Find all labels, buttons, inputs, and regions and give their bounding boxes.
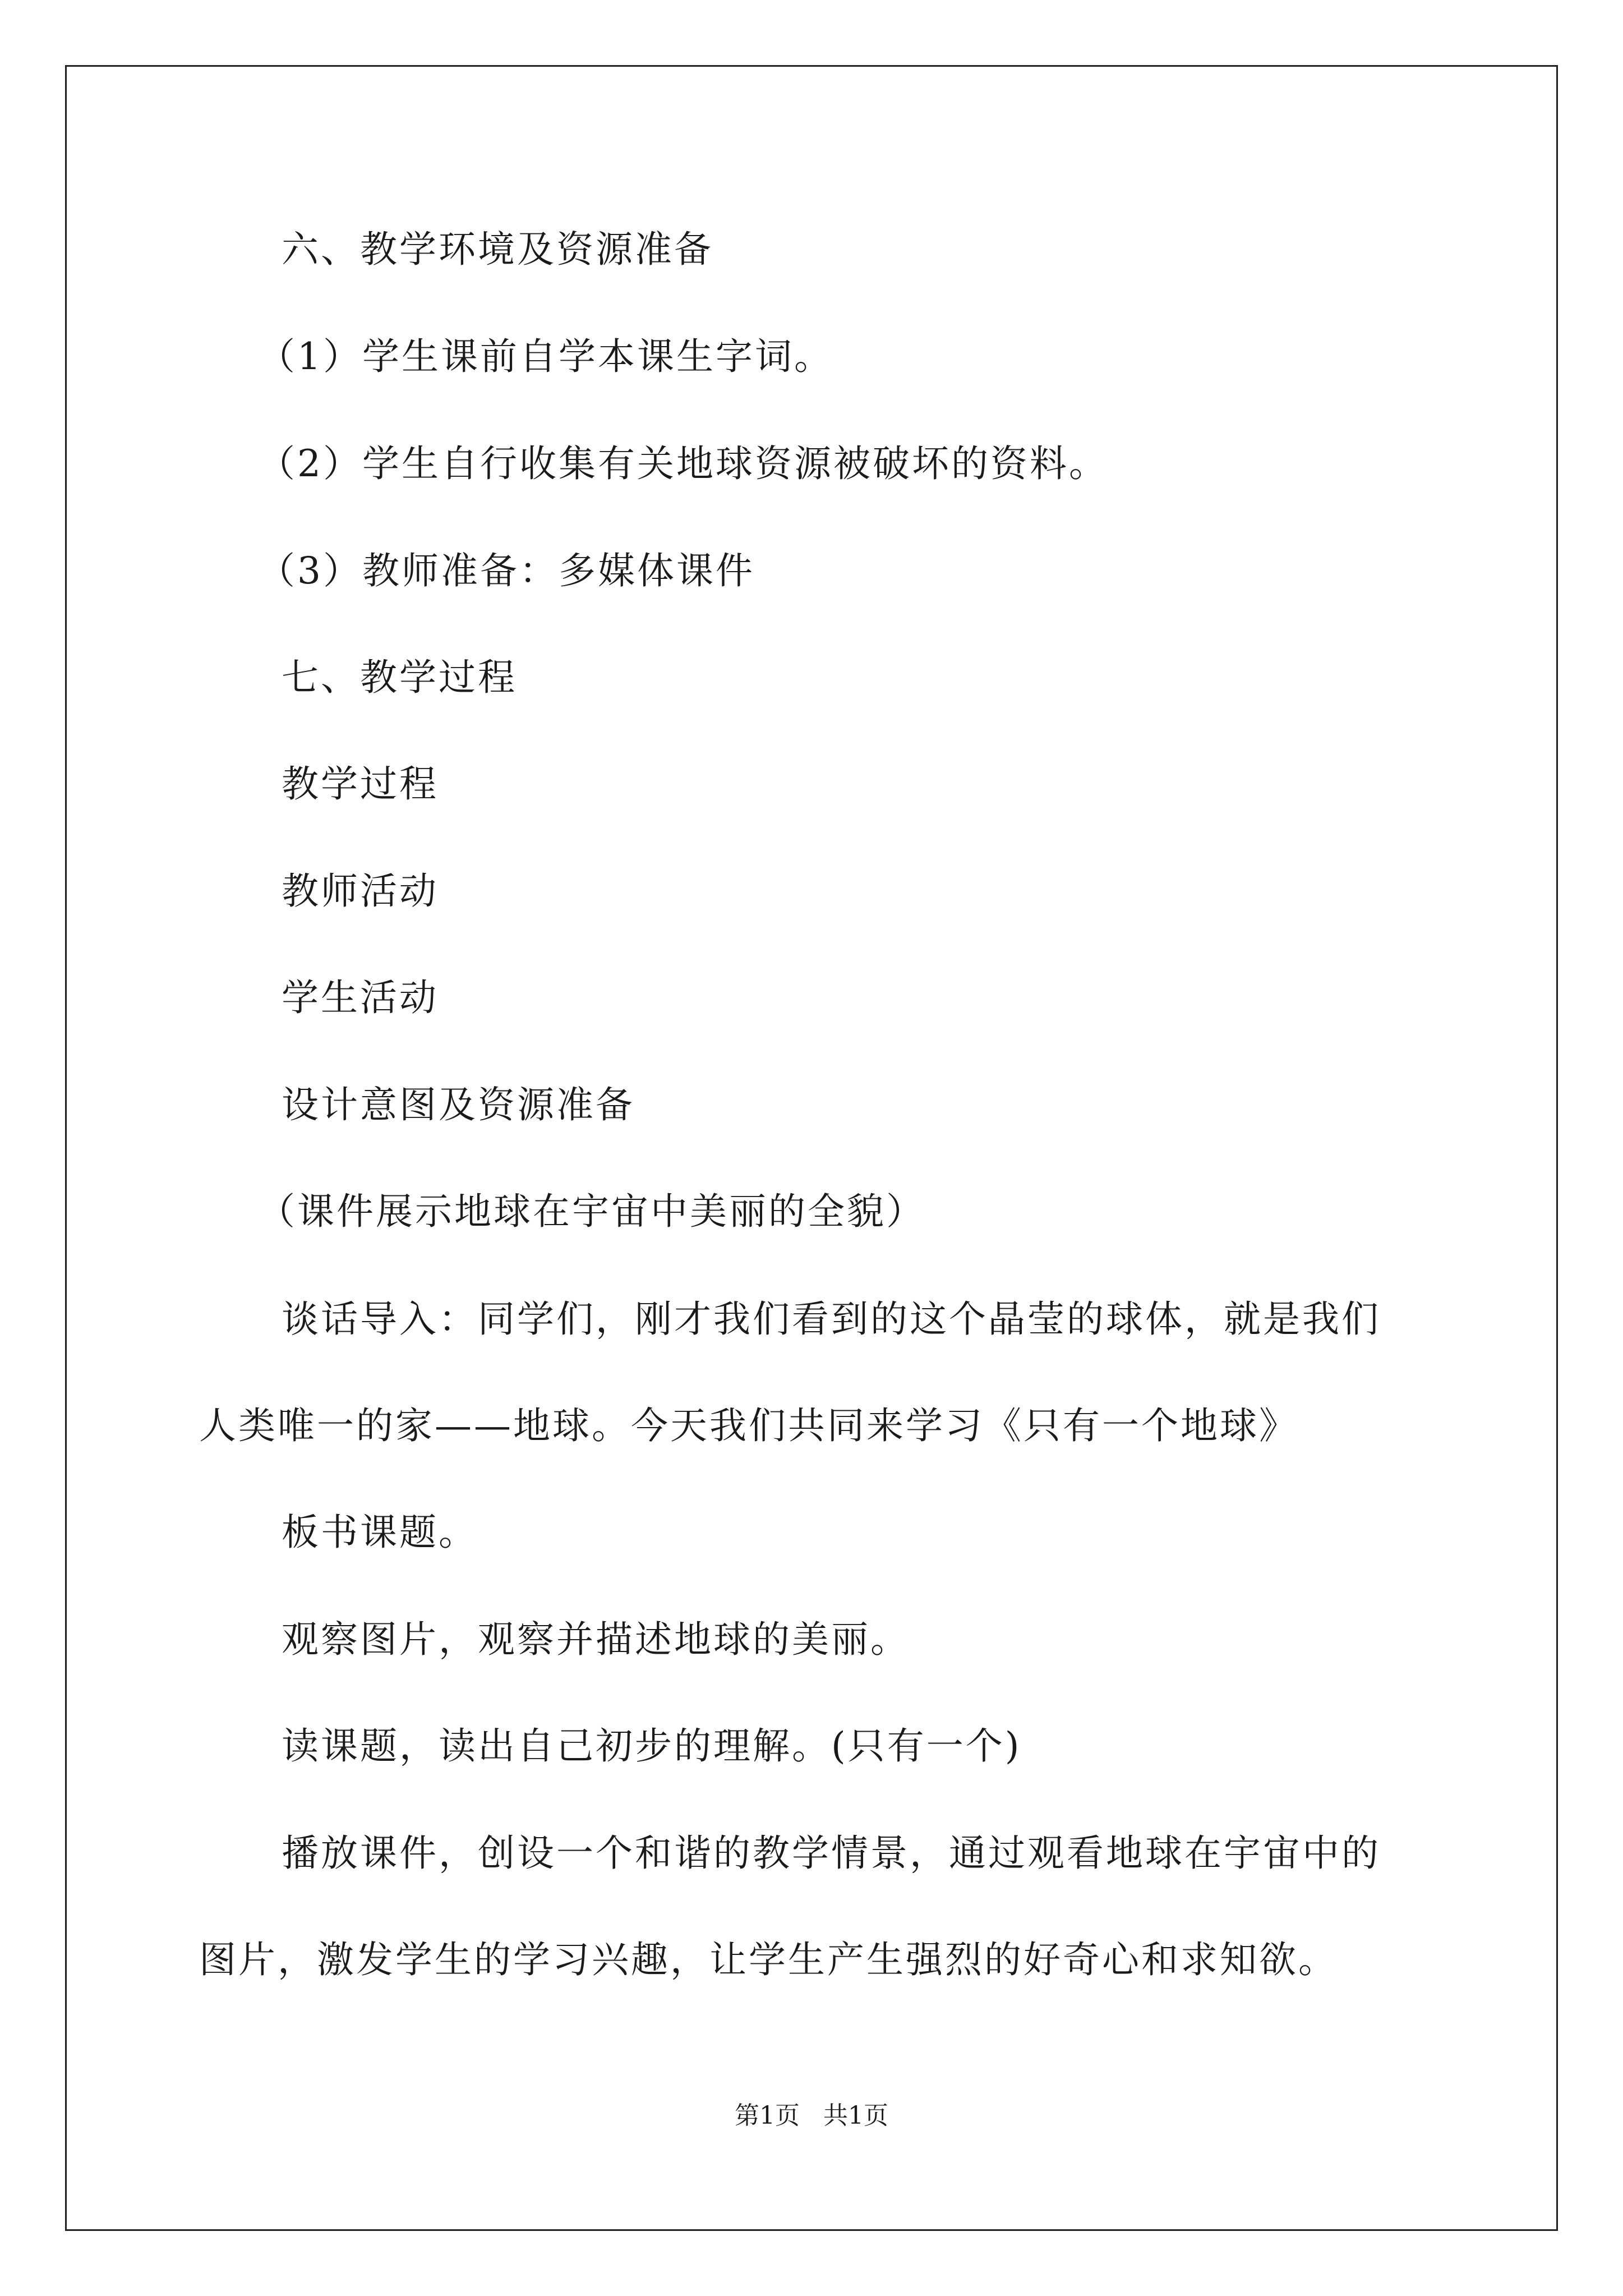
paragraph: 观察图片，观察并描述地球的美丽。 — [282, 1618, 910, 1661]
page-footer: 第1页 共1页 — [735, 2101, 888, 2130]
paragraph-continuation: 人类唯一的家——地球。今天我们共同来学习《只有一个地球》 — [199, 1404, 1298, 1447]
section-heading-six: 六、教学环境及资源准备 — [282, 228, 713, 271]
paragraph: 教师活动 — [282, 869, 439, 913]
paragraph: （课件展示地球在宇宙中美丽的全貌） — [258, 1190, 925, 1233]
paragraph: 播放课件，创设一个和谐的教学情景，通过观看地球在宇宙中的 — [282, 1832, 1381, 1875]
section-heading-seven: 七、教学过程 — [282, 656, 517, 699]
list-item-2: （2）学生自行收集有关地球资源被破坏的资料。 — [258, 442, 1108, 485]
paragraph-continuation: 图片，激发学生的学习兴趣，让学生产生强烈的好奇心和求知欲。 — [199, 1938, 1338, 1981]
paragraph: 学生活动 — [282, 976, 439, 1019]
list-item-1: （1）学生课前自学本课生字词。 — [258, 335, 833, 378]
list-item-3: （3）教师准备：多媒体课件 — [258, 549, 755, 592]
paragraph: 谈话导入：同学们，刚才我们看到的这个晶莹的球体，就是我们 — [282, 1297, 1381, 1341]
paragraph: 读课题，读出自己初步的理解。(只有一个) — [282, 1724, 1022, 1768]
paragraph: 板书课题。 — [282, 1511, 478, 1554]
page-border — [65, 65, 1558, 2231]
paragraph: 教学过程 — [282, 762, 439, 806]
paragraph: 设计意图及资源准备 — [282, 1083, 635, 1126]
